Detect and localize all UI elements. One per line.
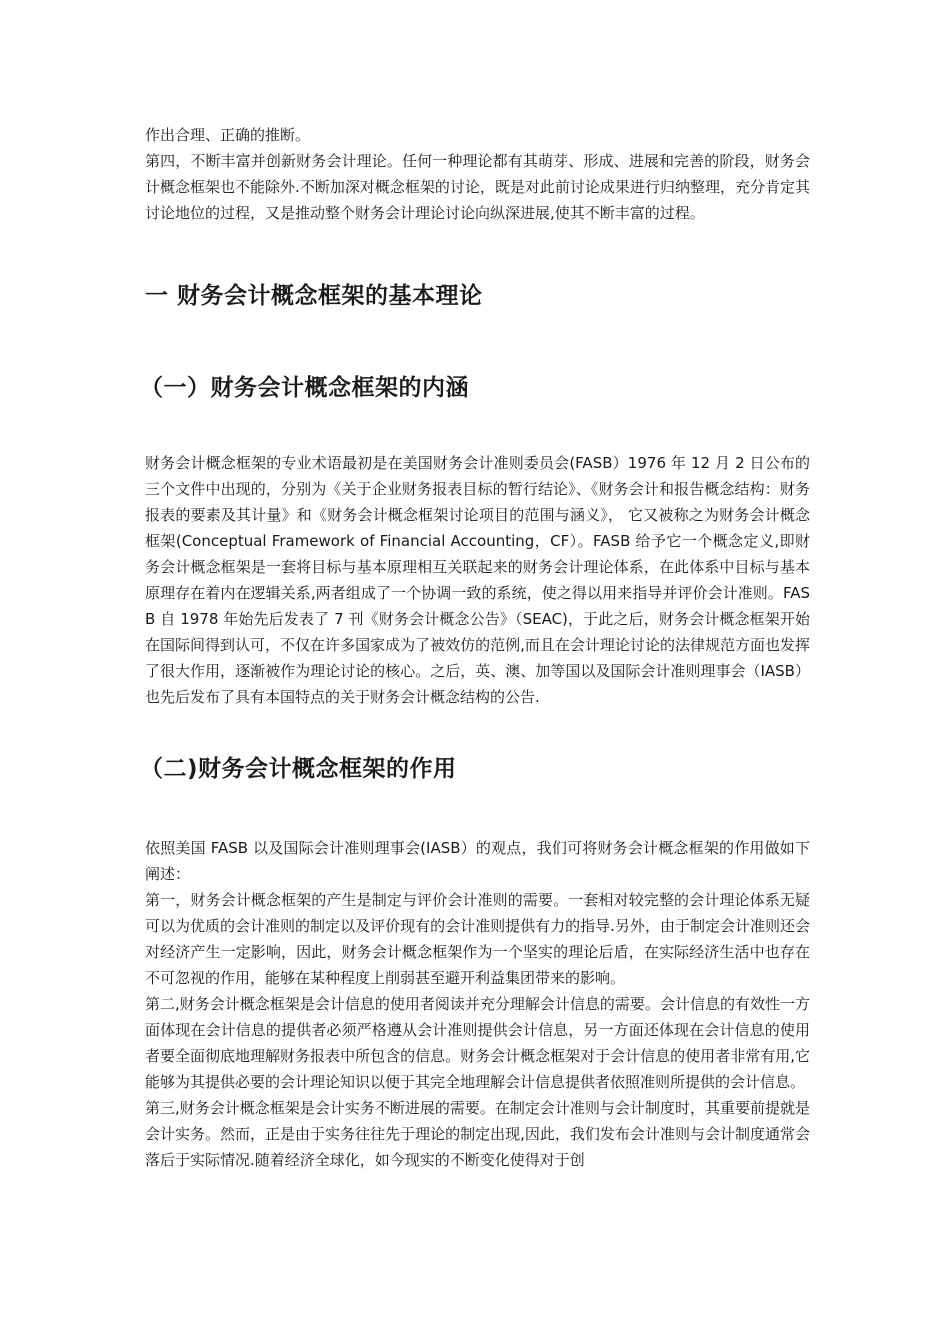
subsection-heading-connotation (140, 372, 805, 404)
paragraph-point-two: 第二,财务会计概念框架是会计信息的使用者阅读并充分理解会计信息的需要。会计信息的有效性一方面体现在会计信息的提供者必须严格遵从会计准则提供会计信息，另一方面还体现在会计信息的使用者要全面彻底地理解财务报表中所包含的信息。财务会计概念框架对于会计信息的使用者非常有用,它能够为其提供必要的会计理论知识以便于其完全地理解会计信息提供者依照准则所提供的会计信息。 (145, 995, 810, 1091)
paragraph-point-four: 第四，不断丰富并创新财务会计理论。任何一种理论都有其萌芽、形成、进展和完善的阶段，财务会计概念框架也不能除外.不断加深对概念框架的讨论，既是对此前讨论成果进行归纳整理，充分肯定其讨论地位的过程，又是推动整个财务会计理论讨论向纵深进展,使其不断丰富的过程。 (145, 152, 810, 222)
intro-line: 作出合理、正确的推断。 (145, 126, 311, 144)
paragraph-role-intro: 依照美国 FASB 以及国际会计准则理事会(IASB）的观点，我们可将财务会计概念框架的作用做如下阐述： (145, 839, 810, 883)
section-heading-basic-theory (145, 280, 810, 312)
subsection-body-role (145, 835, 810, 1173)
section-title: 一 财务会计概念框架的基本理论 (145, 283, 483, 309)
subsection-heading-role (140, 753, 805, 785)
paragraph-connotation: 财务会计概念框架的专业术语最初是在美国财务会计准则委员会(FASB）1976 年 12 月 2 日公布的三个文件中出现的，分别为《关于企业财务报表目标的暂行结论》、《财务会计和报告概念结构：财务报表的要素及其计量》和《财务会计概念框架讨论项目的范围与涵义》， 它又被称之为财务会计概念框架(Conceptual Framework of Financial Accounting，CF）。FASB 给予它一个概念定义,即财务会计概念框架是一套将目标与基本原理相互关联起来的财务会计理论体系，在此体系中目标与基本原理存在着内在逻辑关系,两者组成了一个协调一致的系统，使之得以用来指导并评价会计准则。FASB 自 1978 年始先后发表了 7 刊《财务会计概念公告》（SEAC)，于此之后，财务会计概念框架开始在国际间得到认可，不仅在许多国家成为了被效仿的范例,而且在会计理论讨论的法律规范方面也发挥了很大作用，逐渐被作为理论讨论的核心。之后，英、澳、加等国以及国际会计准则理事会（IASB）也先后发布了具有本国特点的关于财务会计概念结构的公告. (145, 454, 810, 706)
subsection-body-connotation (145, 450, 810, 710)
subsection-title: （一）财务会计概念框架的内涵 (140, 375, 469, 401)
paragraph-point-three: 第三,财务会计概念框架是会计实务不断进展的需要。在制定会计准则与会计制度时，其重要前提就是会计实务。然而，正是由于实务往往先于理论的制定出现,因此，我们发布会计准则与会计制度通常会落后于实际情况.随着经济全球化，如今现实的不断变化使得对于创 (145, 1099, 810, 1169)
paragraph-point-one: 第一，财务会计概念框架的产生是制定与评价会计准则的需要。一套相对较完整的会计理论体系无疑可以为优质的会计准则的制定以及评价现有的会计准则提供有力的指导.另外，由于制定会计准则还会对经济产生一定影响，因此，财务会计概念框架作为一个坚实的理论后盾，在实际经济生活中也存在不可忽视的作用，能够在某种程度上削弱甚至避开利益集团带来的影响。 (145, 891, 810, 987)
subsection-title: （二)财务会计概念框架的作用 (140, 756, 457, 782)
intro-section (145, 122, 810, 226)
